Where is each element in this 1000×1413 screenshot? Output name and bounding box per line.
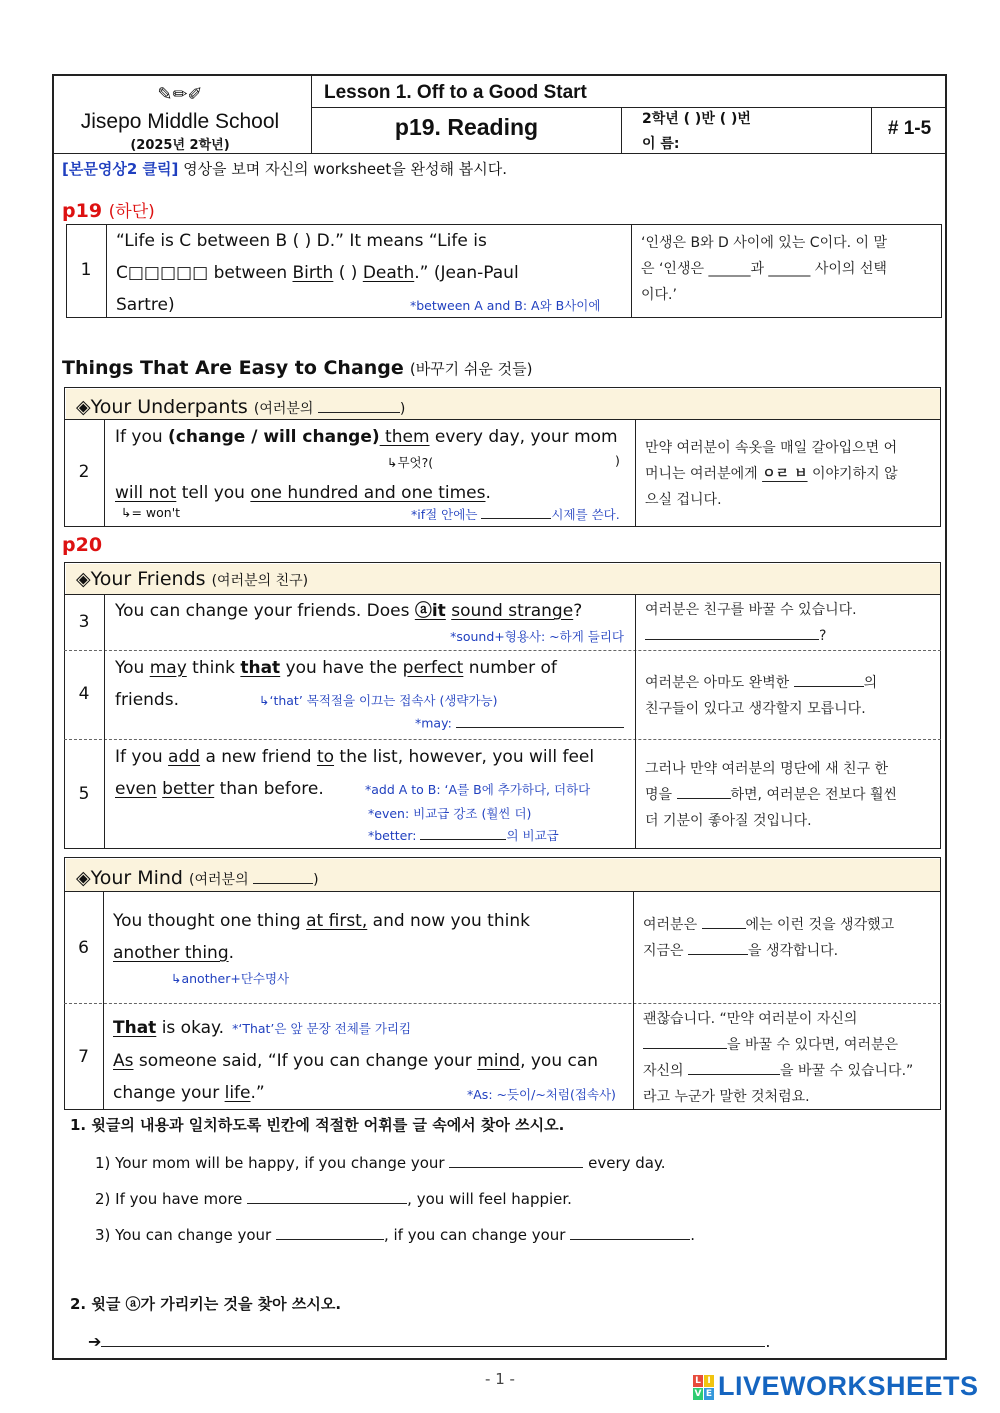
answer-blank[interactable] [677, 784, 731, 799]
divider [64, 739, 941, 740]
divider [52, 153, 947, 154]
page-number: - 1 - [485, 1370, 515, 1388]
answer-blank[interactable] [247, 1188, 407, 1204]
answer-blank[interactable] [481, 506, 551, 520]
question-1-item-3: 3) You can change your , if you can change your . [95, 1226, 696, 1244]
divider [106, 224, 107, 318]
divider [621, 107, 622, 153]
marker-a: ⓐit [414, 601, 446, 621]
divider [633, 891, 634, 1110]
intro-text: 영상을 보며 자신의 worksheet을 완성해 봅시다. [178, 160, 507, 178]
divider [631, 224, 632, 318]
divider [635, 594, 636, 849]
page-label-p19: p19 (하단) [62, 200, 155, 222]
answer-blank[interactable] [643, 1034, 727, 1049]
divider [64, 650, 941, 651]
divider [104, 419, 105, 527]
answer-blank[interactable] [570, 1224, 690, 1240]
intro-line [62, 158, 507, 179]
divider [64, 1003, 941, 1004]
question-1-item-2: 2) If you have more , you will feel happier. [95, 1190, 572, 1208]
question-2-answer: ➔ . [88, 1332, 771, 1351]
row-number: 7 [78, 1047, 89, 1067]
answer-blank[interactable] [688, 940, 748, 955]
grammar-note: *between A and B: A와 B사이에 [410, 298, 601, 313]
answer-blank[interactable] [688, 1060, 780, 1075]
choice-options[interactable]: (change / will change) [168, 427, 380, 447]
school-year: (2025년 2학년) [130, 138, 230, 153]
divider [635, 419, 636, 527]
section-title: Things That Are Easy to Change (바꾸기 쉬운 것들) [62, 357, 533, 379]
row-number: 6 [78, 938, 89, 958]
mind-heading: ◈Your Mind (여러분의 ) [76, 864, 319, 889]
sentence-7: That is okay. *‘That’은 앞 문장 전체를 가리킴 As someone said, “If you can change your mind, you can change your life.” *As: ~듯이/~처럼(접속사) [113, 1018, 616, 1103]
translation-5: 그러나 만약 여러분의 명단에 새 친구 한 명을 하면, 여러분은 전보다 훨씬 더 기분이 좋아질 것입니다. [645, 761, 898, 829]
row-number: 3 [78, 612, 90, 632]
divider [103, 891, 104, 1110]
question-1-item-1: 1) Your mom will be happy, if you change your every day. [95, 1154, 666, 1172]
divider [104, 594, 105, 849]
translation-7: 괜찮습니다. “만약 여러분이 자신의 을 바꿀 수 있다면, 여러분은 자신의 을 바꿀 수 있습니다.” 라고 누군가 말한 것처럼요. [643, 1011, 914, 1105]
answer-blank[interactable] [276, 1224, 384, 1240]
translation-4: 여러분은 아마도 완벽한 의 친구들이 있다고 생각할지 모릅니다. [645, 670, 937, 722]
row-number: 4 [78, 684, 90, 704]
video-link[interactable]: [본문영상2 클릭] [62, 160, 179, 178]
lesson-title: Lesson 1. Off to a Good Start [324, 82, 587, 103]
sentence-4: You may think that you have the perfect number of friends. ↳‘that’ 목적절을 이끄는 접속사 (생략가능) *may: [115, 652, 630, 731]
arrow-icon: ➔ [88, 1332, 102, 1351]
school-name: Jisepo Middle School [80, 110, 280, 133]
liveworksheets-brand[interactable]: LIVEWORKSHEETS [718, 1371, 979, 1401]
answer-blank[interactable] [318, 393, 400, 413]
sentence-5: If you add a new friend to the list, however, you will feel even better than before. *add A to B: ‘A를 B에 추가하다, 더하다 *even: 비교급 강조 (훨씬 더) *better: 의 비교급 [115, 747, 595, 843]
liveworksheets-logo-icon: L I V E [694, 1376, 713, 1399]
answer-blank[interactable] [702, 914, 746, 929]
sentence-2: If you (change / will change) them every day, your mom ↳무엇?( ) will not tell you one hundred and one times. ↳= won't *if절 안에는 시제를 쓴다. [115, 427, 620, 522]
answer-blank[interactable] [101, 1330, 765, 1347]
translation-3: 여러분은 친구를 바꿀 수 있습니다. ? [645, 602, 857, 644]
row-number: 5 [78, 784, 90, 804]
divider [312, 107, 947, 108]
translation-6: 여러분은 에는 이런 것을 생각했고 지금은 을 생각합니다. [643, 912, 937, 964]
row-number: 2 [78, 462, 90, 482]
answer-blank[interactable] [645, 625, 819, 640]
question-2-title: 2. 윗글 ⓐ가 가리키는 것을 찾아 쓰시오. [70, 1295, 342, 1313]
divider [64, 891, 941, 892]
stationery-icons: ✎✏✐ [157, 84, 203, 105]
sentence-1: “Life is C between B ( ) D.” It means “Life is C□□□□□ between Birth ( ) Death.” (Jean-Paul Sartre) *between A and B: A와 B사이에 [116, 225, 628, 321]
answer-blank[interactable] [420, 827, 506, 841]
underpants-heading: ◈Your Underpants (여러분의 ) [76, 393, 405, 418]
answer-blank[interactable] [449, 1152, 583, 1168]
row-number: 1 [80, 260, 92, 280]
answer-blank[interactable] [253, 864, 313, 884]
answer-blank[interactable] [794, 672, 864, 687]
question-1-title: 1. 윗글의 내용과 일치하도록 빈칸에 적절한 어휘를 글 속에서 찾아 쓰시오. [70, 1116, 565, 1134]
worksheet-number: # 1-5 [887, 118, 932, 139]
translation-1: ‘인생은 B와 D 사이에 있는 C이다. 이 말 은 ‘인생은 ______과 ______ 사이의 선택 이다.’ [641, 235, 888, 303]
sentence-6: You thought one thing at first, and now you think another thing. ↳another+단수명사 [113, 911, 530, 986]
divider [64, 419, 941, 420]
friends-heading: ◈Your Friends (여러분의 친구) [76, 568, 309, 590]
name-field: 이 름: [642, 136, 680, 152]
answer-blank[interactable] [456, 714, 624, 728]
class-field: 2학년 ( )반 ( )번 [642, 111, 751, 127]
translation-2: 만약 여러분이 속옷을 매일 갈아입으면 어 머니는 여러분에게 ㅇㄹ ㅂ 이야기하지 않 으실 겁니다. [645, 440, 898, 508]
page-title: p19. Reading [394, 114, 539, 140]
page-label-p20: p20 [62, 534, 103, 556]
sentence-3: You can change your friends. Does ⓐit sound strange? *sound+형용사: ~하게 들리다 [115, 601, 624, 644]
